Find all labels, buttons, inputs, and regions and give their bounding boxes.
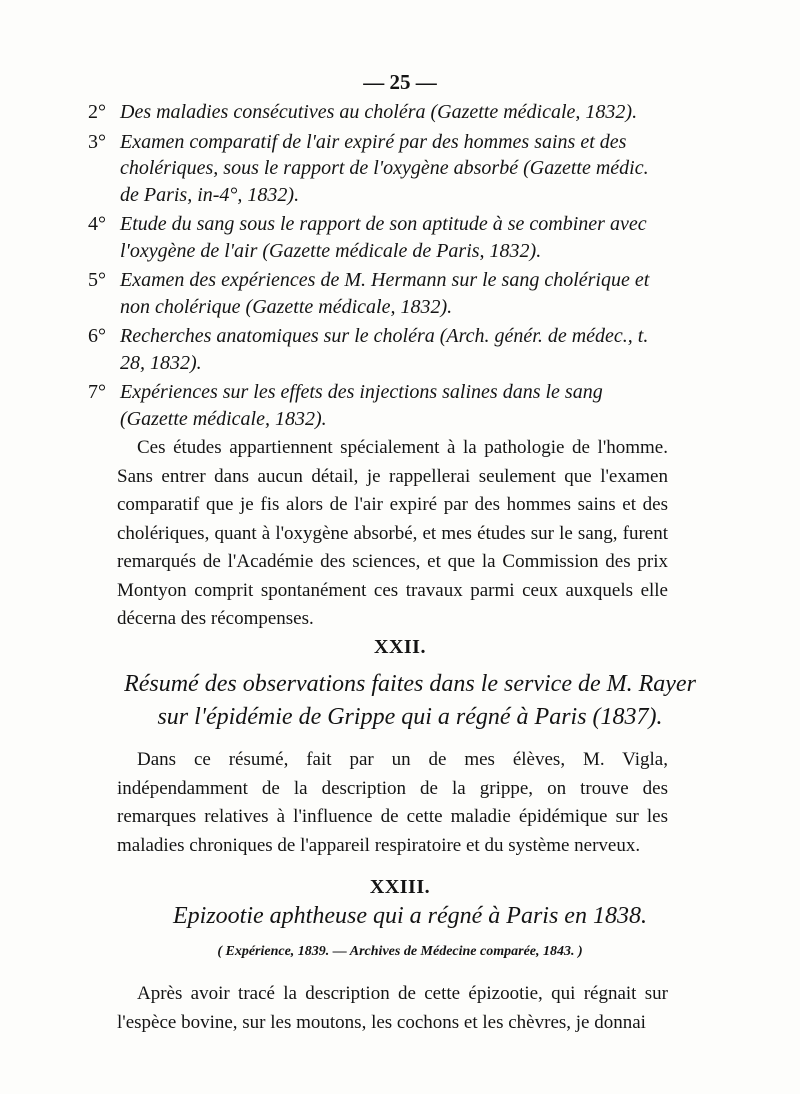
section-number: XXIII. [369,876,431,898]
paragraph-text: Après avoir tracé la description de cette épizootie, qui régnait sur l'espèce bovine, sur les moutons, les cochons et les chèvres, je donnai [117,983,668,1033]
item-number: 6° [88,325,106,347]
item-text: Des maladies consécutives au choléra (Gazette médicale, 1832). [120,101,638,123]
item-number: 7° [88,381,106,403]
list-item [60,129,660,209]
section-title-line: Résumé des observations faites dans le service de M. Rayer [124,671,696,697]
item-text: Recherches anatomiques sur le choléra (Arch. génér. de médec., t. 28, 1832). [120,325,649,374]
publication-list [60,99,660,435]
section-title-line: sur l'épidémie de Grippe qui a régné à Paris (1837). [157,704,663,730]
list-item [60,379,660,432]
list-item [60,267,660,320]
body-paragraph [117,746,668,860]
list-item [60,211,660,264]
item-text: Etude du sang sous le rapport de son aptitude à se combiner avec l'oxygène de l'air (Gazette médicale de Paris, 1832). [120,213,647,262]
section-number: XXII. [374,636,426,658]
item-text: Examen comparatif de l'air expiré par des hommes sains et des cholériques, sous le rapport de l'oxygène absorbé (Gazette médic. de Paris, in-4°, 1832). [120,130,649,206]
section-title: Epizootie aphtheuse qui a régné à Paris en 1838. [173,903,647,929]
page-number: — 25 — [363,70,437,94]
item-number: 5° [88,269,106,291]
item-number: 2° [88,101,106,123]
list-item [60,323,660,376]
section-citation: ( Expérience, 1839. — Archives de Médecine comparée, 1843. ) [217,944,583,959]
paragraph-text: Ces études appartiennent spécialement à la pathologie de l'homme. Sans entrer dans aucun détail, je rappellerai seulement que l'examen comparatif que je fis alors de l'air expiré par des hommes sains et des cholériques, quant à l'oxygène absorbé, et mes études sur le sang, furent remarqués de l'Académie des sciences, et que la Commission des prix Montyon comprit spontanément ces travaux parmi ceux auxquels elle décerna des récompenses. [117,437,668,629]
section-title [100,668,720,734]
list-item [60,99,660,126]
item-text: Expériences sur les effets des injections salines dans le sang (Gazette médicale, 1832). [120,381,603,430]
item-number: 4° [88,213,106,235]
paragraph-text: Dans ce résumé, fait par un de mes élèves, M. Vigla, indépendamment de la description de la grippe, on trouve des remarques relatives à l'influence de cette maladie épidémique sur les maladies chroniques de l'appareil respiratoire et du système nerveux. [117,749,668,856]
body-paragraph [117,980,668,1037]
body-paragraph [117,434,668,634]
item-text: Examen des expériences de M. Hermann sur le sang cholérique et non cholérique (Gazette médicale, 1832). [120,269,650,318]
item-number: 3° [88,130,106,153]
